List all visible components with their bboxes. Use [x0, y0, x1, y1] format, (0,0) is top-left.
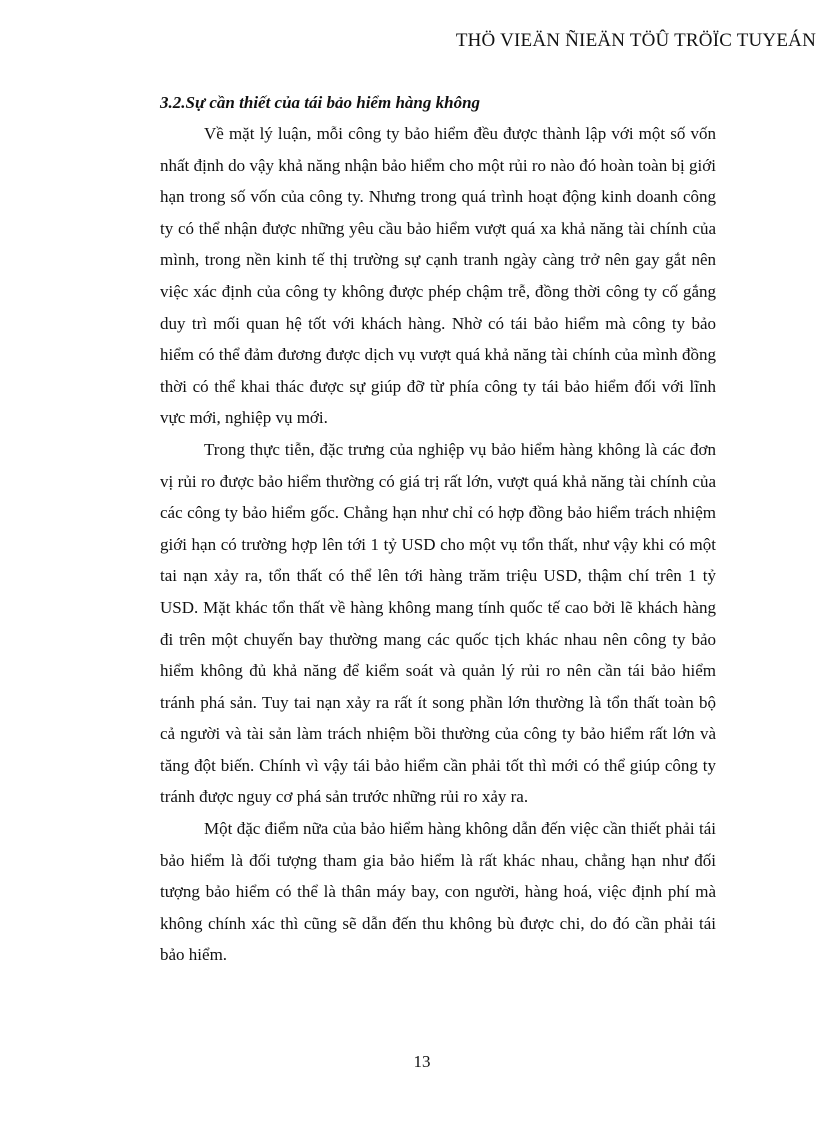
paragraph: Về mặt lý luận, mỗi công ty bảo hiểm đều được thành lập với một số vốn nhất định do vậy khả năng nhận bảo hiểm cho một rủi ro nào đó hoàn toàn bị giới hạn trong số vốn của công ty. Nhưng trong quá trình hoạt động kinh doanh công ty có thể nhận được những yêu cầu bảo hiểm vượt quá xa khả năng tài chính của mình, trong nền kinh tế thị trường sự cạnh tranh ngày càng trở nên gay gắt nên việc xác định của công ty không được phép chậm trễ, đồng thời công ty cố gắng duy trì mối quan hệ tốt với khách hàng. Nhờ có tái bảo hiểm mà công ty bảo hiểm có thể đảm đương được dịch vụ vượt quá khả năng tài chính của mình đồng thời có thể khai thác được sự giúp đỡ từ phía công ty tái bảo hiểm đối với lĩnh vực mới, nghiệp vụ mới.: [160, 124, 716, 428]
paragraph: Trong thực tiễn, đặc trưng của nghiệp vụ bảo hiểm hàng không là các đơn vị rủi ro được bảo hiểm thường có giá trị rất lớn, vượt quá khả năng tài chính của các công ty bảo hiểm gốc. Chẳng hạn như chỉ có hợp đồng bảo hiểm trách nhiệm giới hạn có trường hợp lên tới 1 tỷ USD cho một vụ tổn thất, như vậy khi có một tai nạn xảy ra, tổn thất có thể lên tới hàng trăm triệu USD, thậm chí trên 1 tỷ USD. Mặt khác tổn thất về hàng không mang tính quốc tế cao bởi lẽ khách hàng đi trên một chuyến bay thường mang các quốc tịch khác nhau nên công ty bảo hiểm không đủ khả năng để kiểm soát và quản lý rủi ro nên cần tái bảo hiểm tránh phá sản. Tuy tai nạn xảy ra rất ít song phần lớn thường là tổn thất toàn bộ cả người và tài sản làm trách nhiệm bồi thường của công ty bảo hiểm rất lớn và tăng đột biến. Chính vì vậy tái bảo hiểm cần phải tốt thì mới có thể giúp công ty tránh được nguy cơ phá sản trước những rủi ro xảy ra.: [160, 439, 716, 807]
section-heading: 3.2.Sự cần thiết của tái bảo hiểm hàng không: [160, 93, 481, 112]
section-body: [160, 118, 716, 971]
page-number: 13: [413, 1052, 431, 1071]
paragraph: Một đặc điểm nữa của bảo hiểm hàng không dẫn đến việc cần thiết phải tái bảo hiểm là đối tượng tham gia bảo hiểm là rất khác nhau, chẳng hạn như đối tượng bảo hiểm có thể là thân máy bay, con người, hàng hoá, việc định phí mà không chính xác thì cũng sẽ dẫn đến thu không bù được chi, do đó cần phải tái bảo hiểm.: [160, 819, 716, 965]
page-header: THÖ VIEÄN ÑIEÄN TÖÛ TRÖÏC TUYEÁN: [455, 30, 816, 51]
